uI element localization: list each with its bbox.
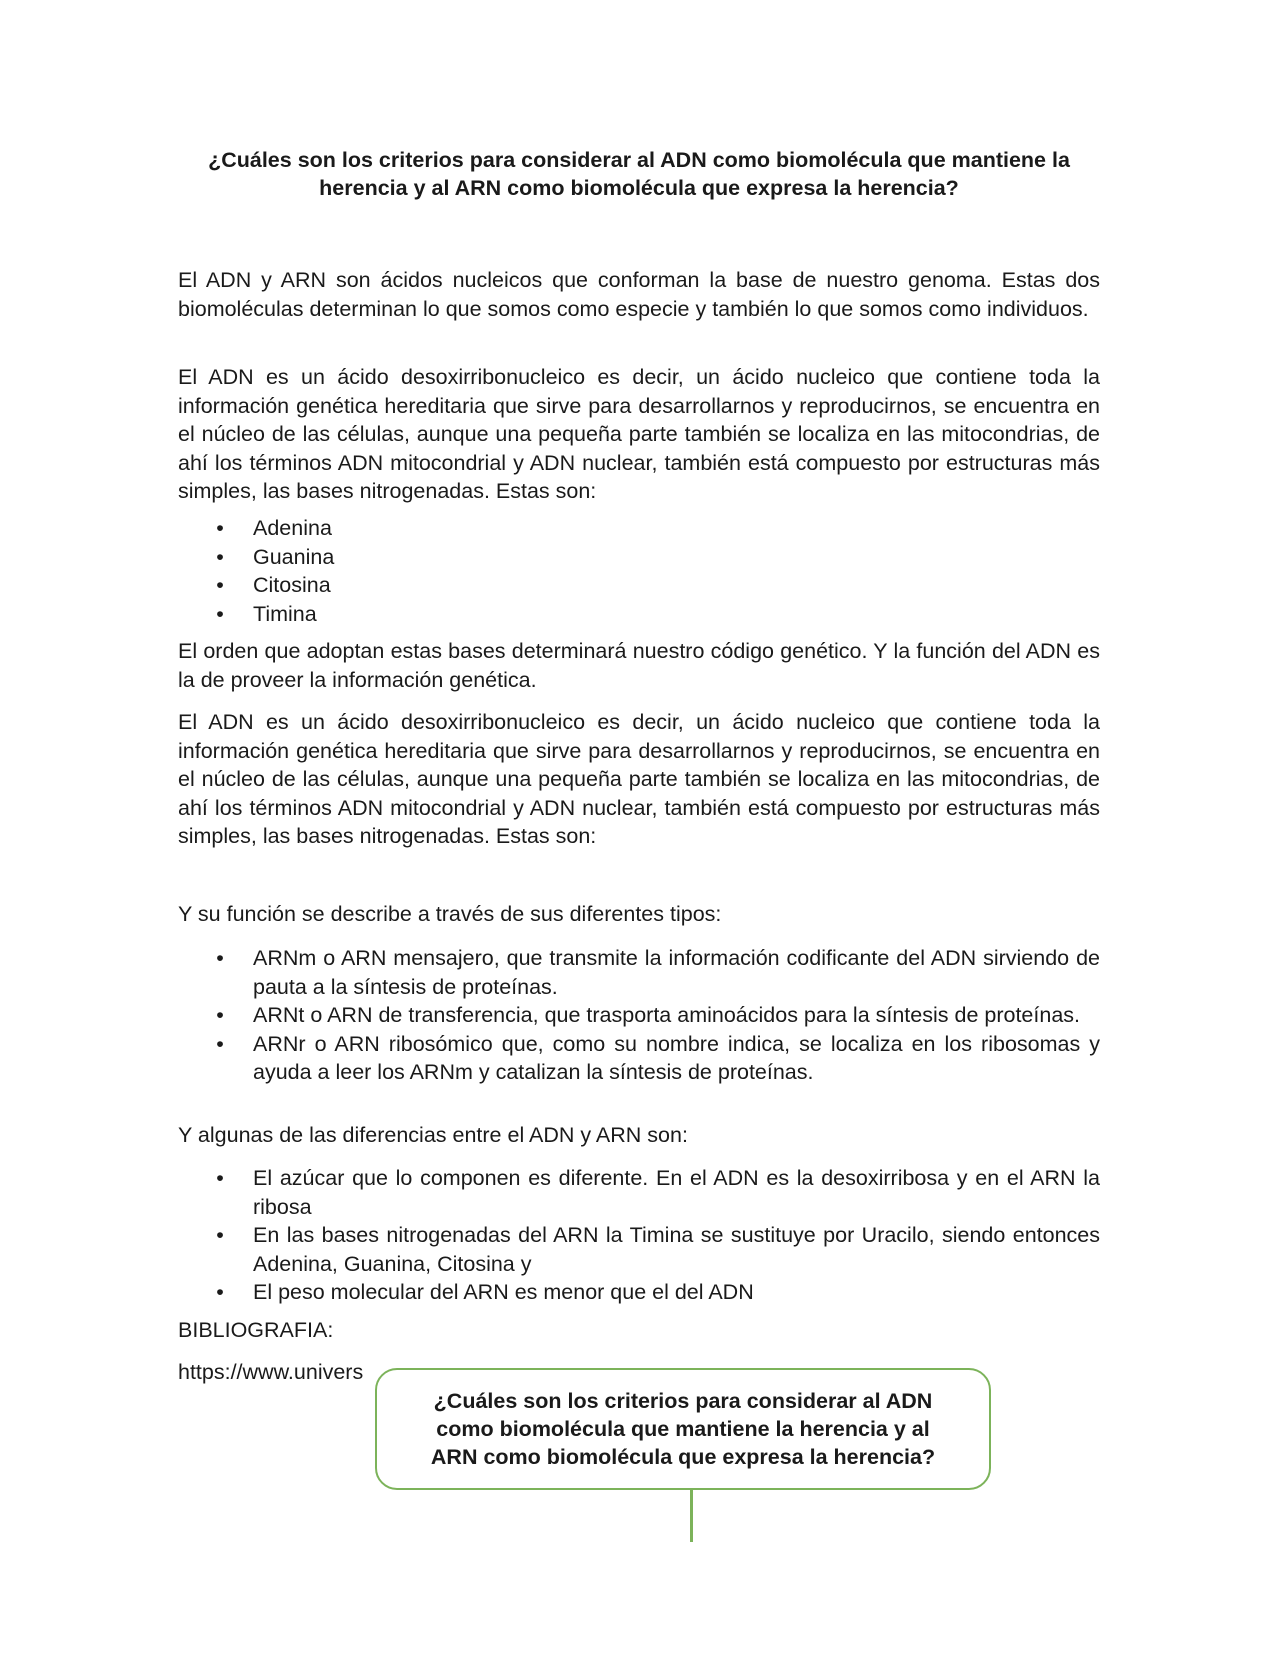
list-item: • Timina xyxy=(178,600,1100,629)
arn-types-list xyxy=(178,944,1100,1087)
callout-box xyxy=(375,1368,991,1490)
bases-list xyxy=(178,514,1100,628)
list-item: • Citosina xyxy=(178,571,1100,600)
bullet-icon: • xyxy=(216,601,224,626)
orden-paragraph: El orden que adoptan estas bases determinará nuestro código genético. Y la función del ADN es la de proveer la información genética. xyxy=(178,639,1100,692)
bullet-icon: • xyxy=(216,946,224,970)
list-item: • Adenina xyxy=(178,514,1100,543)
bullet-icon: • xyxy=(216,544,224,569)
bibliography-link[interactable]: https://www.univers xyxy=(178,1360,364,1384)
list-item: • ARNt o ARN de transferencia, que trasporta aminoácidos para la síntesis de proteínas. xyxy=(178,1001,1100,1030)
list-item: • En las bases nitrogenadas del ARN la Timina se sustituye por Uracilo, siendo entonces Adenina, Guanina, Citosina y xyxy=(216,1223,1100,1276)
differences-list xyxy=(178,1164,1100,1307)
bullet-icon: • xyxy=(216,1223,224,1247)
intro-paragraph: El ADN y ARN son ácidos nucleicos que conforman la base de nuestro genoma. Estas dos biomoléculas determinan lo que somos como especie y también lo que somos como individuos. xyxy=(178,268,1100,321)
bullet-icon: • xyxy=(216,573,224,597)
adn-paragraph-1: El ADN es un ácido desoxirribonucleico es decir, un ácido nucleico que contiene toda la información genética hereditaria que sirve para desarrollarnos y reproducirnos, se encuentra en el núcleo de las células, aunque una pequeña parte también se localiza en las mitocondrias, de ahí los términos ADN mitocondrial y ADN nuclear, también está compuesto por estructuras más simples, las bases nitrogenadas. Estas son: xyxy=(178,365,1100,503)
diferencias-paragraph: Y algunas de las diferencias entre el ADN y ARN son: xyxy=(178,1123,688,1147)
bullet-icon: • xyxy=(216,516,224,540)
callout-text: ¿Cuáles son los criterios para considerar al ADN como biomolécula que mantiene la herencia y al ARN como biomolécula que expresa la herencia? xyxy=(430,1389,936,1469)
bullet-icon: • xyxy=(216,1280,224,1304)
bibliografia-label: BIBLIOGRAFIA: xyxy=(178,1318,334,1342)
bullet-icon: • xyxy=(216,1031,224,1056)
list-item: • ARNm o ARN mensajero, que transmite la información codificante del ADN sirviendo de pauta a la síntesis de proteínas. xyxy=(216,946,1100,999)
list-item: • Guanina xyxy=(178,543,1100,572)
list-item: • ARNr o ARN ribosómico que, como su nombre indica, se localiza en los ribosomas y ayuda a leer los ARNm y catalizan la síntesis de proteínas. xyxy=(216,1031,1100,1084)
funcion-paragraph: Y su función se describe a través de sus diferentes tipos: xyxy=(178,902,722,926)
callout-connector-line xyxy=(690,1490,693,1542)
adn-paragraph-2: El ADN es un ácido desoxirribonucleico es decir, un ácido nucleico que contiene toda la información genética hereditaria que sirve para desarrollarnos y reproducirnos, se encuentra en el núcleo de las células, aunque una pequeña parte también se localiza en las mitocondrias, de ahí los términos ADN mitocondrial y ADN nuclear, también está compuesto por estructuras más simples, las bases nitrogenadas. Estas son: xyxy=(178,710,1100,848)
document-title: ¿Cuáles son los criterios para considerar al ADN como biomolécula que mantiene la herencia y al ARN como biomolécula que expresa la herencia? xyxy=(208,148,1070,200)
bullet-icon: • xyxy=(216,1003,224,1027)
list-item: • El azúcar que lo componen es diferente. En el ADN es la desoxirribosa y en el ARN la ribosa xyxy=(216,1166,1100,1219)
list-item: • El peso molecular del ARN es menor que el del ADN xyxy=(178,1278,1100,1307)
bullet-icon: • xyxy=(216,1166,224,1190)
